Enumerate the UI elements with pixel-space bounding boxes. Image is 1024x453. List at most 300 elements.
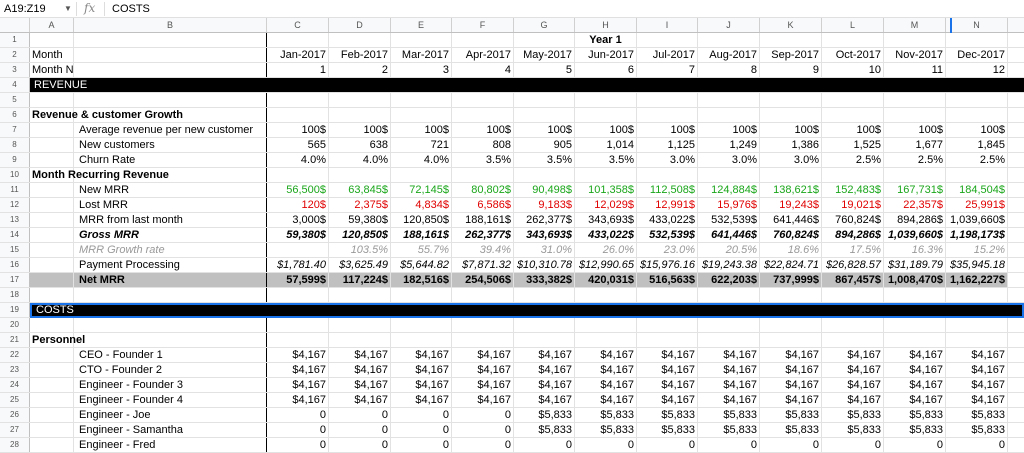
- cell-c[interactable]: $4,167: [267, 378, 329, 392]
- cell-h[interactable]: $4,167: [575, 348, 637, 362]
- cell-a[interactable]: Personnel: [32, 334, 86, 346]
- cell-k[interactable]: [760, 318, 822, 332]
- cell-i[interactable]: 100$: [637, 123, 698, 137]
- cell-c[interactable]: 120$: [267, 198, 329, 212]
- cell-h[interactable]: [575, 168, 637, 182]
- cell-b[interactable]: [74, 333, 267, 347]
- cell-g[interactable]: 5: [514, 63, 575, 77]
- cell-e[interactable]: 182,516$: [391, 273, 452, 287]
- cell-e[interactable]: [391, 318, 452, 332]
- cell-a[interactable]: [30, 258, 74, 272]
- cell-l[interactable]: $5,833: [822, 408, 884, 422]
- cell-b[interactable]: [74, 318, 267, 332]
- cell-i[interactable]: $4,167: [637, 378, 698, 392]
- column-header-n[interactable]: N: [946, 18, 1008, 32]
- cell-j[interactable]: $5,833: [698, 408, 760, 422]
- row-number[interactable]: 9: [0, 153, 30, 167]
- cell-h[interactable]: [575, 288, 637, 302]
- cell-m[interactable]: 2.5%: [884, 153, 946, 167]
- cell-m[interactable]: 1,008,470$: [884, 273, 946, 287]
- cell-j[interactable]: 622,203$: [698, 273, 760, 287]
- cell-d[interactable]: [329, 318, 391, 332]
- cell-f[interactable]: 4: [452, 63, 514, 77]
- row-number[interactable]: 4: [0, 78, 30, 92]
- cell-d[interactable]: 0: [329, 423, 391, 437]
- cell-a[interactable]: [30, 198, 74, 212]
- cell-h[interactable]: 101,358$: [575, 183, 637, 197]
- cell-k[interactable]: $4,167: [760, 363, 822, 377]
- cell-a[interactable]: [30, 243, 74, 257]
- cell-l[interactable]: 1,525: [822, 138, 884, 152]
- cell-n[interactable]: 1,162,227$: [946, 273, 1008, 287]
- cell-n[interactable]: 25,991$: [946, 198, 1008, 212]
- cell-k[interactable]: $4,167: [760, 393, 822, 407]
- cell-n[interactable]: 0: [946, 438, 1008, 452]
- cell-e[interactable]: 72,145$: [391, 183, 452, 197]
- cell-a[interactable]: [30, 363, 74, 377]
- cell-h[interactable]: [575, 333, 637, 347]
- cell-h[interactable]: 433,022$: [575, 228, 637, 242]
- cell-b[interactable]: CTO - Founder 2: [74, 363, 267, 377]
- cell-i[interactable]: 12,991$: [637, 198, 698, 212]
- row-number[interactable]: 19: [0, 303, 30, 317]
- cell-n[interactable]: [946, 168, 1008, 182]
- cell-f[interactable]: 262,377$: [452, 228, 514, 242]
- cell-k[interactable]: [760, 168, 822, 182]
- column-header-f[interactable]: F: [452, 18, 514, 32]
- cell-c[interactable]: [267, 333, 329, 347]
- cell-a[interactable]: [30, 288, 74, 302]
- cell-h[interactable]: Year 1: [575, 33, 637, 47]
- cell-e[interactable]: 100$: [391, 123, 452, 137]
- cell-h[interactable]: $4,167: [575, 378, 637, 392]
- cell-f[interactable]: $4,167: [452, 348, 514, 362]
- cell-f[interactable]: 0: [452, 423, 514, 437]
- cell-n[interactable]: [946, 33, 1008, 47]
- cell-i[interactable]: [637, 318, 698, 332]
- cell-j[interactable]: 3.0%: [698, 153, 760, 167]
- cell-j[interactable]: 100$: [698, 123, 760, 137]
- cell-f[interactable]: $4,167: [452, 393, 514, 407]
- cell-l[interactable]: 760,824$: [822, 213, 884, 227]
- cell-c[interactable]: $4,167: [267, 363, 329, 377]
- cell-e[interactable]: [391, 93, 452, 107]
- cell-l[interactable]: $4,167: [822, 393, 884, 407]
- cell-a[interactable]: [30, 138, 74, 152]
- row-number[interactable]: 8: [0, 138, 30, 152]
- cell-m[interactable]: $4,167: [884, 348, 946, 362]
- row-number[interactable]: 11: [0, 183, 30, 197]
- cell-b[interactable]: Engineer - Fred: [74, 438, 267, 452]
- cell-b[interactable]: MRR Growth rate: [74, 243, 267, 257]
- cell-j[interactable]: Aug-2017: [698, 48, 760, 62]
- row-number[interactable]: 13: [0, 213, 30, 227]
- cell-i[interactable]: 1,125: [637, 138, 698, 152]
- cell-g[interactable]: 31.0%: [514, 243, 575, 257]
- cell-m[interactable]: 894,286$: [884, 213, 946, 227]
- cell-g[interactable]: [514, 168, 575, 182]
- cell-a[interactable]: Month: [30, 48, 74, 62]
- cell-l[interactable]: $4,167: [822, 348, 884, 362]
- row-number[interactable]: 23: [0, 363, 30, 377]
- cell-d[interactable]: $4,167: [329, 378, 391, 392]
- cell-a[interactable]: [30, 393, 74, 407]
- cell-h[interactable]: $5,833: [575, 408, 637, 422]
- column-header-j[interactable]: J: [698, 18, 760, 32]
- cell-k[interactable]: 100$: [760, 123, 822, 137]
- cell-h[interactable]: 1,014: [575, 138, 637, 152]
- cell-e[interactable]: [391, 33, 452, 47]
- cell-n[interactable]: [946, 108, 1008, 122]
- cell-g[interactable]: May-2017: [514, 48, 575, 62]
- cell-m[interactable]: $4,167: [884, 378, 946, 392]
- cell-j[interactable]: [698, 33, 760, 47]
- cell-a[interactable]: [30, 318, 74, 332]
- cell-k[interactable]: 737,999$: [760, 273, 822, 287]
- row-number[interactable]: 2: [0, 48, 30, 62]
- cell-d[interactable]: [329, 168, 391, 182]
- cell-f[interactable]: [452, 168, 514, 182]
- cell-n[interactable]: $4,167: [946, 378, 1008, 392]
- cell-i[interactable]: [637, 108, 698, 122]
- cell-g[interactable]: 905: [514, 138, 575, 152]
- cell-f[interactable]: [452, 288, 514, 302]
- column-header-d[interactable]: D: [329, 18, 391, 32]
- row-number[interactable]: 17: [0, 273, 30, 287]
- cell-m[interactable]: [884, 318, 946, 332]
- cell-g[interactable]: $5,833: [514, 423, 575, 437]
- column-header-e[interactable]: E: [391, 18, 452, 32]
- cell-l[interactable]: 10: [822, 63, 884, 77]
- cell-n[interactable]: 2.5%: [946, 153, 1008, 167]
- cell-a[interactable]: [30, 93, 74, 107]
- cell-c[interactable]: 565: [267, 138, 329, 152]
- cell-c[interactable]: [267, 168, 329, 182]
- cell-n[interactable]: [946, 333, 1008, 347]
- cell-j[interactable]: $19,243.38: [698, 258, 760, 272]
- cell-i[interactable]: $5,833: [637, 408, 698, 422]
- cell-n[interactable]: [946, 288, 1008, 302]
- cell-j[interactable]: 641,446$: [698, 228, 760, 242]
- cell-c[interactable]: [267, 288, 329, 302]
- cell-i[interactable]: $4,167: [637, 393, 698, 407]
- cell-c[interactable]: 0: [267, 408, 329, 422]
- cell-g[interactable]: 343,693$: [514, 228, 575, 242]
- cell-k[interactable]: $5,833: [760, 408, 822, 422]
- cell-g[interactable]: [514, 288, 575, 302]
- row-number[interactable]: 20: [0, 318, 30, 332]
- row-number[interactable]: 15: [0, 243, 30, 257]
- cell-l[interactable]: 867,457$: [822, 273, 884, 287]
- cell-f[interactable]: [452, 93, 514, 107]
- cell-m[interactable]: [884, 168, 946, 182]
- column-header-b[interactable]: B: [74, 18, 267, 32]
- cell-d[interactable]: 100$: [329, 123, 391, 137]
- cell-l[interactable]: $4,167: [822, 363, 884, 377]
- cell-h[interactable]: 12,029$: [575, 198, 637, 212]
- cell-e[interactable]: 120,850$: [391, 213, 452, 227]
- select-all-corner[interactable]: [0, 18, 30, 32]
- cell-c[interactable]: [267, 318, 329, 332]
- cell-f[interactable]: 808: [452, 138, 514, 152]
- cell-d[interactable]: 2: [329, 63, 391, 77]
- cell-a[interactable]: [30, 378, 74, 392]
- cell-g[interactable]: 0: [514, 438, 575, 452]
- name-box-dropdown-icon[interactable]: ▼: [64, 4, 72, 13]
- cell-n[interactable]: 184,504$: [946, 183, 1008, 197]
- cell-c[interactable]: 4.0%: [267, 153, 329, 167]
- cell-f[interactable]: 0: [452, 408, 514, 422]
- cell-k[interactable]: $4,167: [760, 348, 822, 362]
- cell-b[interactable]: [74, 288, 267, 302]
- cell-l[interactable]: [822, 333, 884, 347]
- cell-l[interactable]: 19,021$: [822, 198, 884, 212]
- cell-i[interactable]: 7: [637, 63, 698, 77]
- cell-g[interactable]: [514, 318, 575, 332]
- cell-d[interactable]: 103.5%: [329, 243, 391, 257]
- cell-m[interactable]: 11: [884, 63, 946, 77]
- row-number[interactable]: 18: [0, 288, 30, 302]
- cell-l[interactable]: 100$: [822, 123, 884, 137]
- cell-b[interactable]: MRR from last month: [74, 213, 267, 227]
- cell-g[interactable]: $10,310.78: [514, 258, 575, 272]
- cell-d[interactable]: [329, 108, 391, 122]
- cell-c[interactable]: 56,500$: [267, 183, 329, 197]
- cell-m[interactable]: [884, 93, 946, 107]
- cell-f[interactable]: [452, 33, 514, 47]
- cell-k[interactable]: $22,824.71: [760, 258, 822, 272]
- cell-h[interactable]: 343,693$: [575, 213, 637, 227]
- cell-m[interactable]: 167,731$: [884, 183, 946, 197]
- cell-g[interactable]: $4,167: [514, 363, 575, 377]
- row-number[interactable]: 6: [0, 108, 30, 122]
- cell-m[interactable]: [884, 108, 946, 122]
- cell-k[interactable]: [760, 333, 822, 347]
- cell-l[interactable]: [822, 93, 884, 107]
- cell-d[interactable]: 0: [329, 438, 391, 452]
- cell-g[interactable]: 262,377$: [514, 213, 575, 227]
- cell-e[interactable]: 55.7%: [391, 243, 452, 257]
- column-header-l[interactable]: L: [822, 18, 884, 32]
- cell-g[interactable]: $4,167: [514, 393, 575, 407]
- cell-f[interactable]: [452, 108, 514, 122]
- cell-j[interactable]: [698, 318, 760, 332]
- cell-c[interactable]: [267, 33, 329, 47]
- cell-d[interactable]: 59,380$: [329, 213, 391, 227]
- cell-i[interactable]: 3.0%: [637, 153, 698, 167]
- cell-h[interactable]: 100$: [575, 123, 637, 137]
- cell-m[interactable]: 1,039,660$: [884, 228, 946, 242]
- cell-m[interactable]: $4,167: [884, 393, 946, 407]
- cell-c[interactable]: [267, 93, 329, 107]
- cell-l[interactable]: [822, 288, 884, 302]
- cell-a[interactable]: [30, 213, 74, 227]
- cell-a[interactable]: Month Recurring Revenue: [32, 169, 169, 181]
- cell-i[interactable]: $15,976.16: [637, 258, 698, 272]
- cell-f[interactable]: [452, 333, 514, 347]
- cell-c[interactable]: 59,380$: [267, 228, 329, 242]
- cell-n[interactable]: $35,945.18: [946, 258, 1008, 272]
- cell-a[interactable]: [30, 423, 74, 437]
- cell-n[interactable]: 15.2%: [946, 243, 1008, 257]
- cell-d[interactable]: $3,625.49: [329, 258, 391, 272]
- cell-i[interactable]: [637, 288, 698, 302]
- cell-n[interactable]: $4,167: [946, 363, 1008, 377]
- cell-l[interactable]: [822, 168, 884, 182]
- cell-f[interactable]: 254,506$: [452, 273, 514, 287]
- cell-c[interactable]: 57,599$: [267, 273, 329, 287]
- cell-h[interactable]: Jun-2017: [575, 48, 637, 62]
- cell-d[interactable]: 0: [329, 408, 391, 422]
- cell-l[interactable]: $26,828.57: [822, 258, 884, 272]
- cell-e[interactable]: 0: [391, 423, 452, 437]
- cell-a[interactable]: Revenue & customer Growth: [32, 109, 183, 121]
- cell-i[interactable]: $5,833: [637, 423, 698, 437]
- cell-l[interactable]: 2.5%: [822, 153, 884, 167]
- cell-k[interactable]: $5,833: [760, 423, 822, 437]
- cell-e[interactable]: 0: [391, 438, 452, 452]
- cell-k[interactable]: 760,824$: [760, 228, 822, 242]
- cell-l[interactable]: 152,483$: [822, 183, 884, 197]
- cell-k[interactable]: 138,621$: [760, 183, 822, 197]
- cell-l[interactable]: $4,167: [822, 378, 884, 392]
- cell-a[interactable]: [30, 348, 74, 362]
- cell-h[interactable]: [575, 318, 637, 332]
- cell-b[interactable]: [74, 48, 267, 62]
- cell-j[interactable]: [698, 93, 760, 107]
- cell-d[interactable]: 638: [329, 138, 391, 152]
- cell-g[interactable]: [514, 33, 575, 47]
- cell-a[interactable]: [30, 123, 74, 137]
- cell-e[interactable]: 4,834$: [391, 198, 452, 212]
- cell-j[interactable]: 8: [698, 63, 760, 77]
- cell-e[interactable]: $4,167: [391, 393, 452, 407]
- cell-c[interactable]: 1: [267, 63, 329, 77]
- cell-m[interactable]: 22,357$: [884, 198, 946, 212]
- cell-b[interactable]: Average revenue per new customer: [74, 123, 267, 137]
- cell-e[interactable]: $4,167: [391, 363, 452, 377]
- cell-i[interactable]: 532,539$: [637, 228, 698, 242]
- cell-g[interactable]: [514, 333, 575, 347]
- cell-d[interactable]: 2,375$: [329, 198, 391, 212]
- formula-input[interactable]: COSTS: [112, 3, 150, 15]
- cell-j[interactable]: [698, 288, 760, 302]
- row-number[interactable]: 27: [0, 423, 30, 437]
- cell-f[interactable]: Apr-2017: [452, 48, 514, 62]
- cell-d[interactable]: 4.0%: [329, 153, 391, 167]
- cell-a[interactable]: [30, 273, 74, 287]
- cell-e[interactable]: 721: [391, 138, 452, 152]
- cell-d[interactable]: 63,845$: [329, 183, 391, 197]
- cell-e[interactable]: 188,161$: [391, 228, 452, 242]
- cell-b[interactable]: Churn Rate: [74, 153, 267, 167]
- column-header-a[interactable]: A: [30, 18, 74, 32]
- cell-d[interactable]: 120,850$: [329, 228, 391, 242]
- cell-f[interactable]: 100$: [452, 123, 514, 137]
- cell-b[interactable]: [74, 33, 267, 47]
- row-number[interactable]: 3: [0, 63, 30, 77]
- cell-g[interactable]: [514, 108, 575, 122]
- row-number[interactable]: 16: [0, 258, 30, 272]
- cell-i[interactable]: [637, 168, 698, 182]
- cell-k[interactable]: [760, 288, 822, 302]
- cell-n[interactable]: 1,039,660$: [946, 213, 1008, 227]
- column-header-c[interactable]: C: [267, 18, 329, 32]
- cell-c[interactable]: [267, 243, 329, 257]
- cell-h[interactable]: 6: [575, 63, 637, 77]
- cell-j[interactable]: $4,167: [698, 348, 760, 362]
- row-number[interactable]: 22: [0, 348, 30, 362]
- cell-i[interactable]: 0: [637, 438, 698, 452]
- row-number[interactable]: 14: [0, 228, 30, 242]
- cell-k[interactable]: 19,243$: [760, 198, 822, 212]
- cell-h[interactable]: 420,031$: [575, 273, 637, 287]
- cell-m[interactable]: [884, 333, 946, 347]
- cell-i[interactable]: [637, 93, 698, 107]
- cell-a[interactable]: [30, 228, 74, 242]
- cell-f[interactable]: [452, 318, 514, 332]
- row-number[interactable]: 21: [0, 333, 30, 347]
- cell-m[interactable]: 16.3%: [884, 243, 946, 257]
- cell-m[interactable]: $5,833: [884, 423, 946, 437]
- cell-e[interactable]: $4,167: [391, 378, 452, 392]
- cell-g[interactable]: [514, 93, 575, 107]
- cell-k[interactable]: 0: [760, 438, 822, 452]
- cell-j[interactable]: $4,167: [698, 363, 760, 377]
- cell-e[interactable]: 0: [391, 408, 452, 422]
- cell-n[interactable]: 1,845: [946, 138, 1008, 152]
- cell-i[interactable]: 433,022$: [637, 213, 698, 227]
- cell-c[interactable]: 0: [267, 423, 329, 437]
- cell-e[interactable]: [391, 108, 452, 122]
- cell-i[interactable]: $4,167: [637, 348, 698, 362]
- cell-m[interactable]: 100$: [884, 123, 946, 137]
- cell-i[interactable]: [637, 333, 698, 347]
- cell-j[interactable]: 532,539$: [698, 213, 760, 227]
- cell-b[interactable]: Gross MRR: [74, 228, 267, 242]
- cell-l[interactable]: $5,833: [822, 423, 884, 437]
- cell-b[interactable]: New customers: [74, 138, 267, 152]
- cell-m[interactable]: $31,189.79: [884, 258, 946, 272]
- cell-g[interactable]: $4,167: [514, 348, 575, 362]
- cell-b[interactable]: Engineer - Joe: [74, 408, 267, 422]
- cell-l[interactable]: 0: [822, 438, 884, 452]
- row-number[interactable]: 28: [0, 438, 30, 452]
- cell-k[interactable]: 9: [760, 63, 822, 77]
- cell-l[interactable]: 17.5%: [822, 243, 884, 257]
- cell-l[interactable]: [822, 33, 884, 47]
- cell-n[interactable]: 12: [946, 63, 1008, 77]
- cell-j[interactable]: $4,167: [698, 378, 760, 392]
- cell-i[interactable]: 112,508$: [637, 183, 698, 197]
- cell-n[interactable]: Dec-2017: [946, 48, 1008, 62]
- cell-e[interactable]: Mar-2017: [391, 48, 452, 62]
- cell-k[interactable]: [760, 33, 822, 47]
- cell-h[interactable]: 0: [575, 438, 637, 452]
- row-number[interactable]: 26: [0, 408, 30, 422]
- cell-h[interactable]: 26.0%: [575, 243, 637, 257]
- cell-e[interactable]: $5,644.82: [391, 258, 452, 272]
- cell-h[interactable]: [575, 108, 637, 122]
- cell-g[interactable]: 333,382$: [514, 273, 575, 287]
- cell-k[interactable]: 3.0%: [760, 153, 822, 167]
- cell-k[interactable]: 1,386: [760, 138, 822, 152]
- cell-j[interactable]: [698, 168, 760, 182]
- cell-j[interactable]: [698, 108, 760, 122]
- cell-d[interactable]: [329, 93, 391, 107]
- cell-c[interactable]: 100$: [267, 123, 329, 137]
- cell-g[interactable]: $5,833: [514, 408, 575, 422]
